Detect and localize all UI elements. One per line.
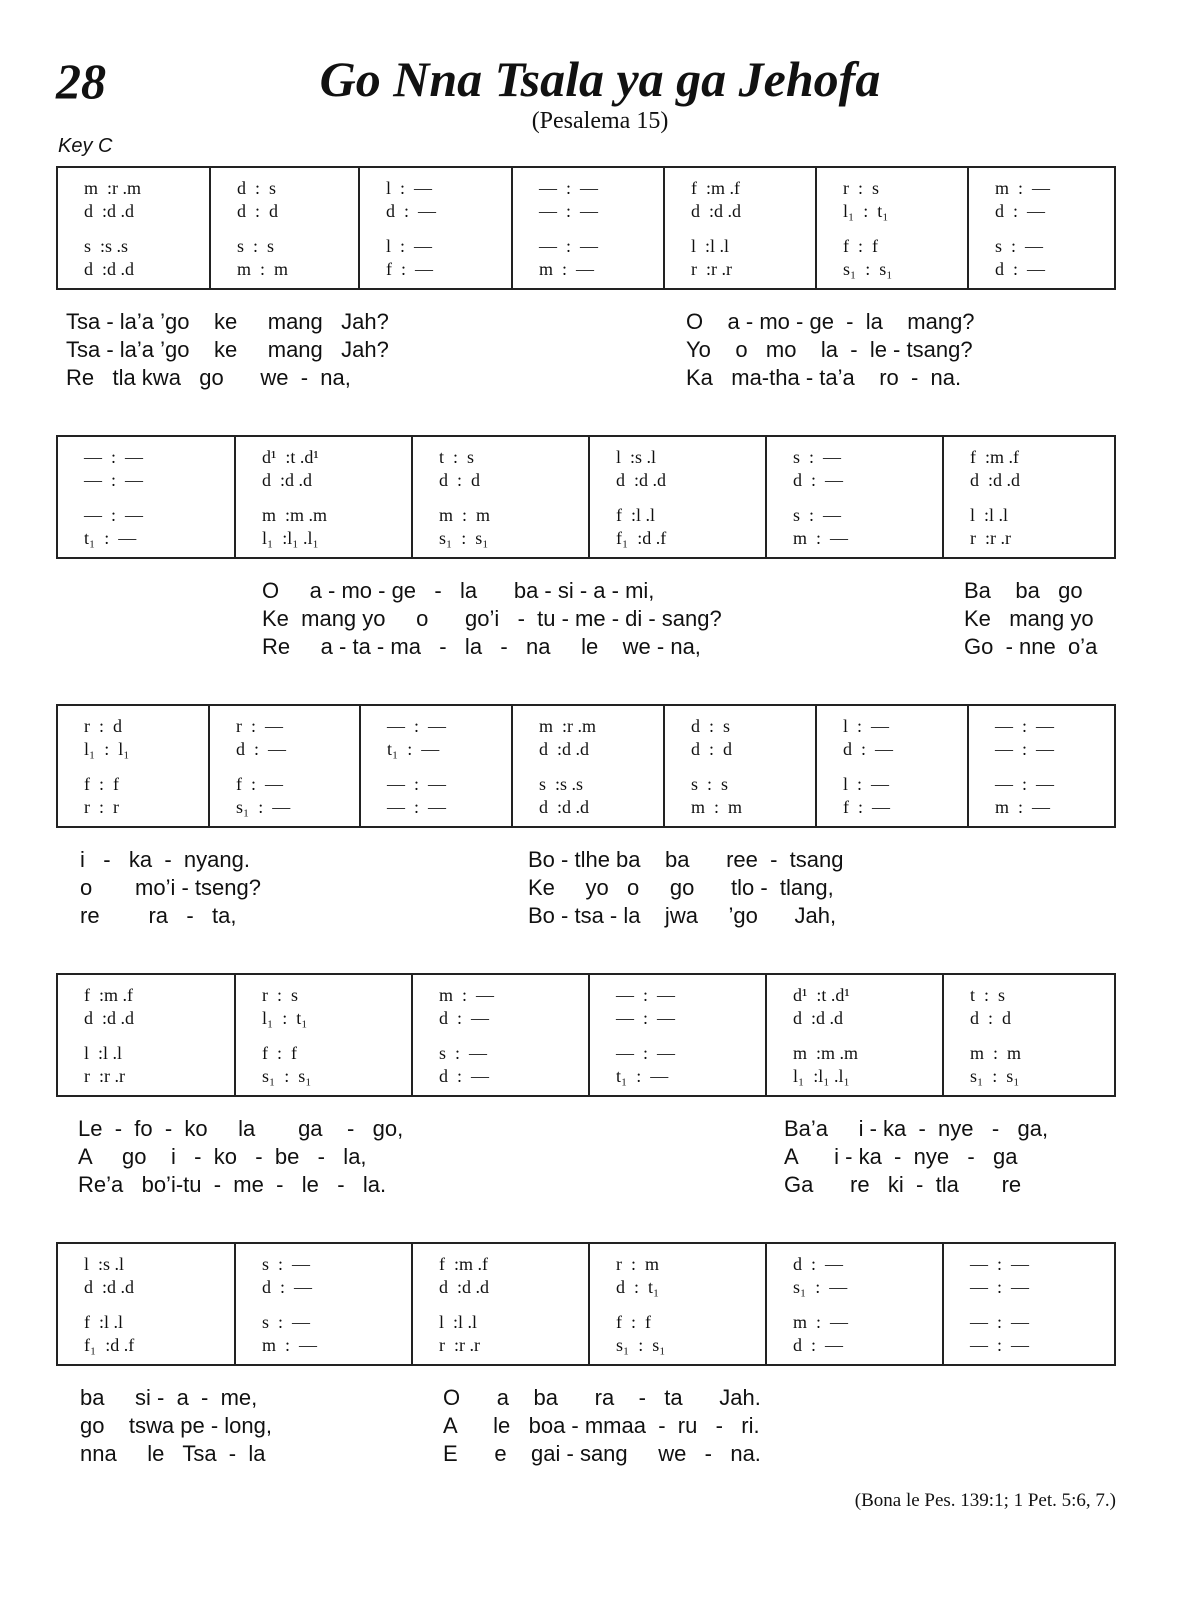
solfa-notes: m :r .m xyxy=(84,178,141,198)
solfa-notes: l₁ :l₁ .l₁ xyxy=(262,528,319,548)
solfa-notes: f : — xyxy=(236,774,283,794)
lyric-line: Ba’a i - ka - nye - ga, xyxy=(784,1116,1049,1141)
barline xyxy=(234,975,236,1095)
solfa-notes: f₁ :d .f xyxy=(616,528,667,548)
solfa-notes: s : — xyxy=(793,447,842,467)
lyric-line: Yo o mo la - le - tsang? xyxy=(686,337,973,362)
solfa-notes: d : s xyxy=(237,178,277,198)
solfa-notes: s : — xyxy=(262,1312,311,1332)
barline xyxy=(511,168,513,288)
solfa-notes: d :d .d xyxy=(616,470,667,490)
solfa-notes: m : m xyxy=(439,505,491,525)
solfa-notes: m :r .m xyxy=(539,716,596,736)
solfa-notes: t₁ : — xyxy=(84,528,137,548)
barline xyxy=(359,706,361,826)
solfa-notes: — : — xyxy=(387,774,447,794)
lyric-line: Ke yo o go tlo - tlang, xyxy=(528,875,834,900)
solfa-notes: s : s xyxy=(237,236,275,256)
solfa-notes: m : m xyxy=(970,1043,1022,1063)
music-system xyxy=(56,1242,1116,1366)
solfa-notes: r : s xyxy=(843,178,879,198)
solfa-notes: d :d .d xyxy=(691,201,742,221)
barline xyxy=(663,168,665,288)
solfa-notes: d : s xyxy=(691,716,731,736)
solfa-notes: l :l .l xyxy=(439,1312,478,1332)
barline xyxy=(765,975,767,1095)
barline xyxy=(588,1244,590,1364)
lyric-line: Ka ma-tha - ta’a ro - na. xyxy=(686,365,962,390)
solfa-notes: t : s xyxy=(970,985,1006,1005)
lyric-line: i - ka - nyang. xyxy=(80,847,250,872)
lyric-line: O a ba ra - ta Jah. xyxy=(443,1385,761,1410)
solfa-notes: d : — xyxy=(439,1066,490,1086)
solfa-notes: s : — xyxy=(439,1043,488,1063)
solfa-notes: — : — xyxy=(616,1043,676,1063)
lyric-line: Bo - tsa - la jwa ’go Jah, xyxy=(528,903,837,928)
lyric-line: Ga re ki - tla re xyxy=(784,1172,1022,1197)
solfa-notes: s :s .s xyxy=(539,774,584,794)
solfa-notes: d :d .d xyxy=(84,259,135,279)
solfa-notes: d :d .d xyxy=(84,1008,135,1028)
lyric-line: Re a - ta - ma - la - na le we - na, xyxy=(262,634,701,659)
barline xyxy=(942,1244,944,1364)
solfa-notes: f : f xyxy=(616,1312,651,1332)
lyric-line: O a - mo - ge - la ba - si - a - mi, xyxy=(262,578,655,603)
solfa-notes: — : — xyxy=(995,716,1055,736)
solfa-notes: l :s .l xyxy=(616,447,657,467)
solfa-notes: m : — xyxy=(793,1312,849,1332)
solfa-notes: d¹ :t .d¹ xyxy=(262,447,319,467)
solfa-notes: l :l .l xyxy=(691,236,730,256)
barline xyxy=(411,1244,413,1364)
solfa-notes: r :r .r xyxy=(439,1335,480,1355)
solfa-notes: f : f xyxy=(84,774,119,794)
lyric-line: Ke mang yo o go’i - tu - me - di - sang? xyxy=(262,606,722,631)
solfa-notes: l : — xyxy=(386,236,433,256)
solfa-notes: l :l .l xyxy=(970,505,1009,525)
solfa-notes: s₁ : s₁ xyxy=(439,528,489,548)
solfa-notes: l₁ : l₁ xyxy=(84,739,130,759)
solfa-notes: r : r xyxy=(84,797,119,817)
solfa-notes: d : — xyxy=(236,739,287,759)
solfa-notes: s₁ : s₁ xyxy=(970,1066,1020,1086)
solfa-notes: s : — xyxy=(262,1254,311,1274)
solfa-notes: — : — xyxy=(616,1008,676,1028)
lyric-line: Re’a bo’i-tu - me - le - la. xyxy=(78,1172,387,1197)
solfa-notes: d : — xyxy=(793,1254,844,1274)
solfa-notes: s₁ : s₁ xyxy=(262,1066,312,1086)
solfa-notes: — : — xyxy=(539,236,599,256)
solfa-notes: m : — xyxy=(439,985,495,1005)
solfa-notes: m :m .m xyxy=(262,505,328,525)
solfa-notes: d : — xyxy=(386,201,437,221)
lyric-line: O a - mo - ge - la mang? xyxy=(686,309,975,334)
lyric-line: Ke mang yo xyxy=(964,606,1094,631)
solfa-notes: l₁ : t₁ xyxy=(843,201,889,221)
lyric-line: A i - ka - nye - ga xyxy=(784,1144,1018,1169)
solfa-notes: — : — xyxy=(995,774,1055,794)
solfa-notes: l₁ :l₁ .l₁ xyxy=(793,1066,850,1086)
solfa-notes: d : d xyxy=(237,201,279,221)
solfa-notes: t₁ : — xyxy=(616,1066,669,1086)
barline xyxy=(358,168,360,288)
solfa-notes: d : — xyxy=(439,1008,490,1028)
lyric-line: Tsa - la’a ’go ke mang Jah? xyxy=(66,337,389,362)
solfa-notes: r : d xyxy=(84,716,122,736)
lyric-line: A le boa - mmaa - ru - ri. xyxy=(443,1413,760,1438)
solfa-notes: d : d xyxy=(691,739,733,759)
solfa-notes: f : f xyxy=(843,236,878,256)
solfa-notes: r :r .r xyxy=(84,1066,125,1086)
hymn-title: Go Nna Tsala ya ga Jehofa xyxy=(319,51,881,107)
lyric-line: Go - nne o’a xyxy=(964,634,1098,659)
solfa-notes: s₁ : s₁ xyxy=(843,259,893,279)
lyric-line: E e gai - sang we - na. xyxy=(443,1441,761,1466)
solfa-notes: s₁ : — xyxy=(236,797,291,817)
lyric-line: ba si - a - me, xyxy=(80,1385,258,1410)
barline xyxy=(942,975,944,1095)
solfa-notes: d : — xyxy=(995,259,1046,279)
solfa-notes: f :m .f xyxy=(691,178,740,198)
solfa-notes: d : t₁ xyxy=(616,1277,660,1297)
solfa-notes: f : — xyxy=(843,797,890,817)
solfa-notes: — : — xyxy=(387,797,447,817)
solfa-notes: r : — xyxy=(236,716,283,736)
solfa-notes: — : — xyxy=(970,1312,1030,1332)
solfa-notes: l :s .l xyxy=(84,1254,125,1274)
barline xyxy=(411,437,413,557)
barline xyxy=(967,168,969,288)
solfa-notes: m : — xyxy=(539,259,595,279)
music-system xyxy=(56,435,1116,559)
barline xyxy=(815,168,817,288)
solfa-notes: d :d .d xyxy=(539,797,590,817)
solfa-notes: — : — xyxy=(539,201,599,221)
solfa-notes: d : — xyxy=(995,201,1046,221)
solfa-notes: l : — xyxy=(843,716,890,736)
solfa-notes: — : — xyxy=(995,739,1055,759)
barline xyxy=(511,706,513,826)
barline xyxy=(411,975,413,1095)
key-label: Key C xyxy=(58,135,113,157)
lyric-line: go tswa pe - long, xyxy=(80,1413,272,1438)
solfa-notes: — : — xyxy=(84,470,144,490)
solfa-notes: l₁ : t₁ xyxy=(262,1008,308,1028)
solfa-notes: d :d .d xyxy=(262,470,313,490)
solfa-notes: f₁ :d .f xyxy=(84,1335,135,1355)
lyric-line: Re tla kwa go we - na, xyxy=(66,365,351,390)
footer-reference: (Bona le Pes. 139:1; 1 Pet. 5:6, 7.) xyxy=(854,1490,1116,1511)
solfa-notes: d : — xyxy=(262,1277,313,1297)
solfa-notes: d : d xyxy=(970,1008,1012,1028)
solfa-notes: d :d .d xyxy=(84,201,135,221)
barline xyxy=(588,975,590,1095)
solfa-notes: — : — xyxy=(616,985,676,1005)
solfa-notes: t : s xyxy=(439,447,475,467)
solfa-notes: m : — xyxy=(262,1335,318,1355)
solfa-notes: r : m xyxy=(616,1254,659,1274)
solfa-notes: d :d .d xyxy=(84,1277,135,1297)
solfa-notes: l : — xyxy=(843,774,890,794)
solfa-notes: — : — xyxy=(539,178,599,198)
lyric-line: Le - fo - ko la ga - go, xyxy=(78,1116,404,1141)
lyric-line: A go i - ko - be - la, xyxy=(78,1144,367,1169)
solfa-notes: s₁ : s₁ xyxy=(616,1335,666,1355)
barline xyxy=(208,706,210,826)
solfa-notes: f : f xyxy=(262,1043,297,1063)
lyric-line: nna le Tsa - la xyxy=(80,1441,266,1466)
barline xyxy=(815,706,817,826)
solfa-notes: f :l .l xyxy=(616,505,655,525)
solfa-notes: s :s .s xyxy=(84,236,129,256)
solfa-notes: t₁ : — xyxy=(387,739,440,759)
music-system xyxy=(56,166,1116,290)
solfa-notes: m :m .m xyxy=(793,1043,859,1063)
lyric-line: Tsa - la’a ’go ke mang Jah? xyxy=(66,309,389,334)
barline xyxy=(765,437,767,557)
hymn-number: 28 xyxy=(56,53,106,109)
solfa-notes: r :r .r xyxy=(691,259,732,279)
solfa-notes: s₁ : — xyxy=(793,1277,848,1297)
solfa-notes: r : s xyxy=(262,985,298,1005)
solfa-notes: — : — xyxy=(970,1277,1030,1297)
barline xyxy=(234,437,236,557)
solfa-notes: m : — xyxy=(995,797,1051,817)
solfa-notes: f :m .f xyxy=(970,447,1019,467)
solfa-notes: d :d .d xyxy=(970,470,1021,490)
barline xyxy=(588,437,590,557)
lyric-line: o mo’i - tseng? xyxy=(80,875,261,900)
solfa-notes: f :m .f xyxy=(439,1254,488,1274)
solfa-notes: s : — xyxy=(793,505,842,525)
solfa-notes: m : — xyxy=(793,528,849,548)
solfa-notes: d : — xyxy=(793,1335,844,1355)
lyric-line: re ra - ta, xyxy=(80,903,237,928)
barline xyxy=(663,706,665,826)
solfa-notes: — : — xyxy=(970,1335,1030,1355)
solfa-notes: s : — xyxy=(995,236,1044,256)
solfa-notes: l : — xyxy=(386,178,433,198)
lyric-line: Bo - tlhe ba ba ree - tsang xyxy=(528,847,844,872)
solfa-notes: d :d .d xyxy=(793,1008,844,1028)
solfa-notes: r :r .r xyxy=(970,528,1011,548)
barline xyxy=(765,1244,767,1364)
solfa-notes: f :m .f xyxy=(84,985,133,1005)
solfa-notes: — : — xyxy=(84,505,144,525)
music-system xyxy=(56,973,1116,1097)
solfa-notes: m : m xyxy=(237,259,289,279)
solfa-notes: l :l .l xyxy=(84,1043,123,1063)
barline xyxy=(234,1244,236,1364)
solfa-notes: m : — xyxy=(995,178,1051,198)
solfa-notes: d¹ :t .d¹ xyxy=(793,985,850,1005)
lyric-line: Ba ba go xyxy=(964,578,1083,603)
solfa-notes: f :l .l xyxy=(84,1312,123,1332)
hymn-subtitle: (Pesalema 15) xyxy=(531,108,669,134)
solfa-notes: — : — xyxy=(84,447,144,467)
solfa-notes: d :d .d xyxy=(539,739,590,759)
solfa-notes: s : s xyxy=(691,774,729,794)
solfa-notes: — : — xyxy=(970,1254,1030,1274)
solfa-notes: m : m xyxy=(691,797,743,817)
barline xyxy=(209,168,211,288)
solfa-notes: d : — xyxy=(793,470,844,490)
music-system xyxy=(56,704,1116,828)
solfa-notes: d : d xyxy=(439,470,481,490)
solfa-notes: d :d .d xyxy=(439,1277,490,1297)
solfa-notes: — : — xyxy=(387,716,447,736)
barline xyxy=(967,706,969,826)
barline xyxy=(942,437,944,557)
solfa-notes: f : — xyxy=(386,259,433,279)
solfa-notes: d : — xyxy=(843,739,894,759)
